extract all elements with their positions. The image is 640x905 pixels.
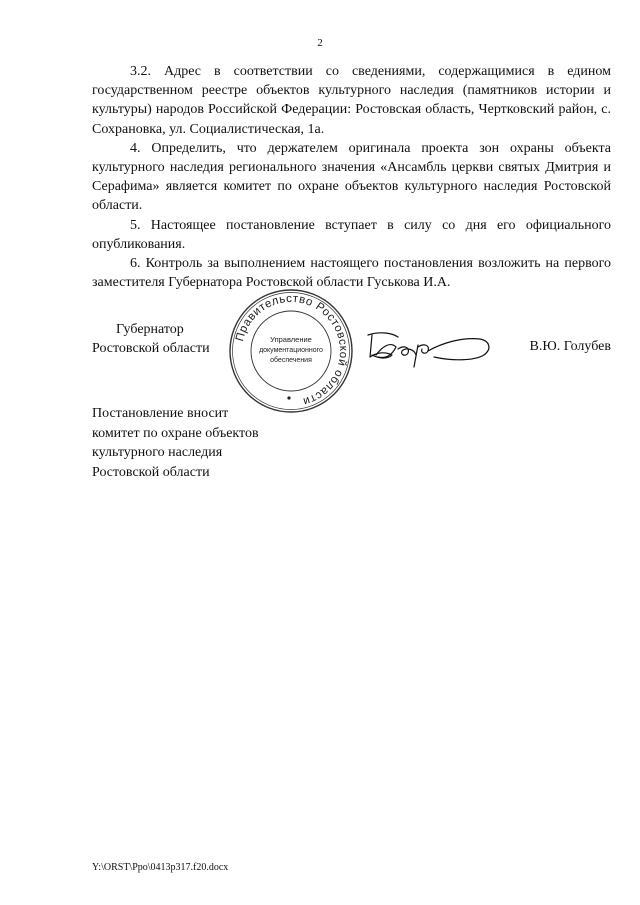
stamp-center-line2: документационного <box>259 347 323 354</box>
stamp-ring-text: Правительство Ростовской области <box>234 292 350 408</box>
handwritten-signature <box>362 325 494 369</box>
stamp-dot <box>287 396 290 399</box>
paragraph-4: 4. Определить, что держателем оригинала проекта зон охраны объекта культурного наследия регионального значения «Ансамбль церкви святых Дмитрия и Серафима» является комитет по охране объектов культурного наследия Ростовской области. <box>92 140 611 214</box>
submitter-note-line2: комитет по охране объектов <box>92 425 259 441</box>
official-stamp <box>227 287 355 415</box>
signatory-title <box>92 320 210 358</box>
paragraph-6: 6. Контроль за выполнением настоящего постановления возложить на первого заместителя Губернатора Ростовской области Гуськова И.А. <box>92 256 611 291</box>
paragraph-5: 5. Настоящее постановление вступает в силу со дня его официального опубликования. <box>92 217 611 252</box>
document-body <box>92 62 611 292</box>
stamp-center-line3: обеспечения <box>270 357 312 364</box>
signatory-name: В.Ю. Голубев <box>529 339 611 354</box>
submitter-note-line1: Постановление вносит <box>92 406 229 421</box>
signatory-title-line2: Ростовской области <box>92 341 210 356</box>
submitter-note <box>92 404 259 482</box>
page-number: 2 <box>317 37 323 49</box>
paragraph-3-2: 3.2. Адрес в соответствии со сведениями, содержащимися в едином государственном реестре объектов культурного наследия (памятников истории и культуры) народов Российской Федерации: Ростовская область, Чертковский район, с. Сохрановка, ул. Социалистическая, 1а. <box>92 64 611 137</box>
submitter-note-line4: Ростовской области <box>92 464 210 480</box>
stamp-center-line1: Управление <box>270 335 312 344</box>
submitter-note-line3: культурного наследия <box>92 445 223 460</box>
footer-file-path: Y:\ORST\Ppo\0413p317.f20.docx <box>92 862 229 873</box>
signatory-title-line1: Губернатор <box>116 322 184 337</box>
